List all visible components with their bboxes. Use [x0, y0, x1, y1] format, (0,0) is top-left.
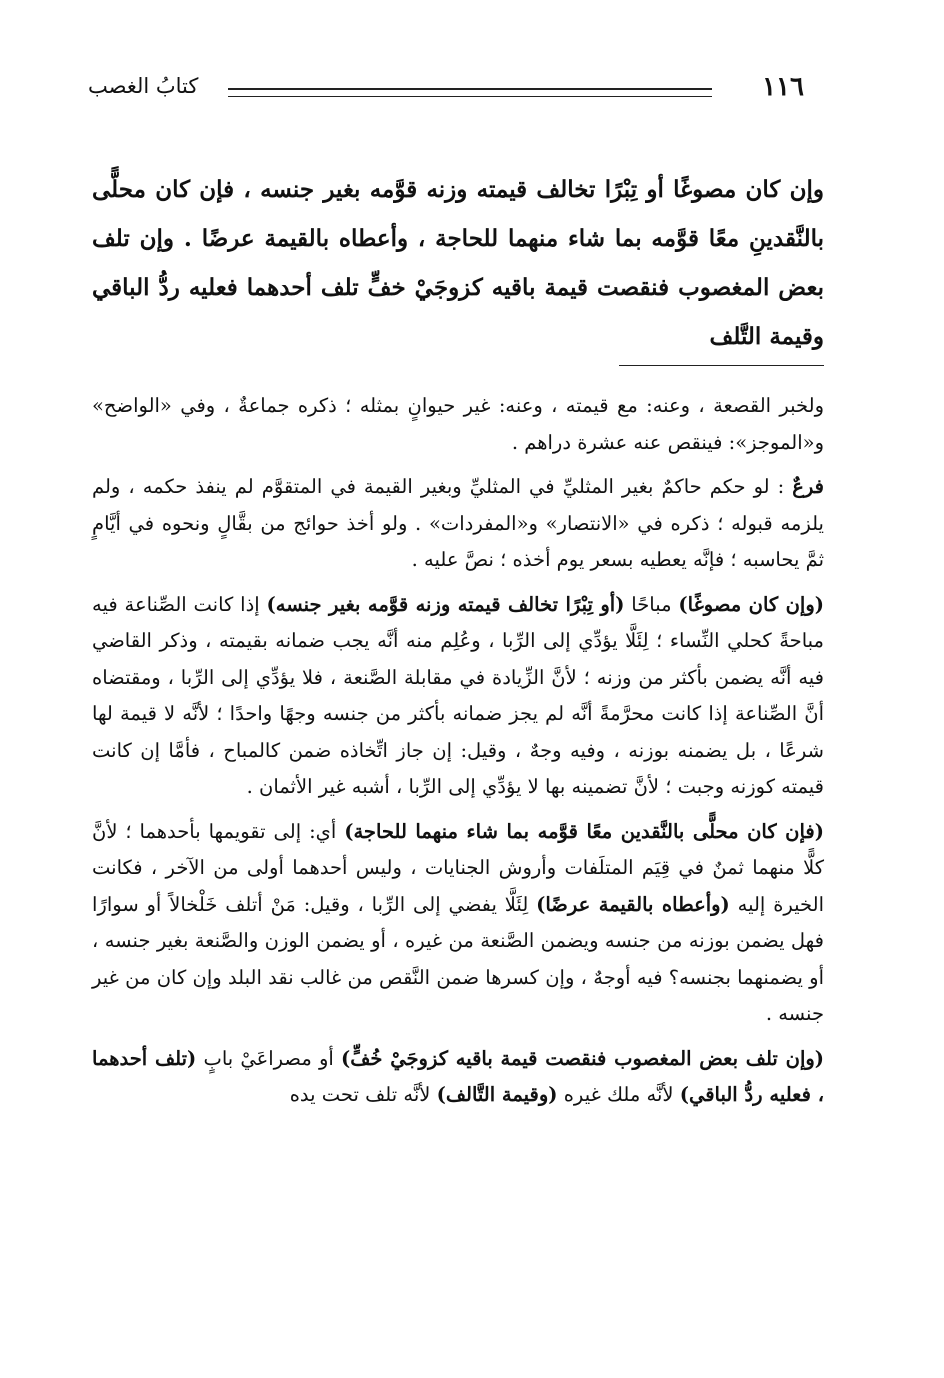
running-title: كتابُ الغصب — [88, 74, 199, 98]
header-rule — [228, 88, 712, 97]
quoted-matn: (وإن كان مصوغًا) — [678, 592, 824, 616]
main-text: وإن كان مصوغًا أو تِبْرًا تخالف قيمته وزنه قوَّمه بغير جنسه ، فإن كان محلًّى بالنَّقدينِ معًا قوَّمه بما شاء منهما للحاجة ، وأعطاه بالقيمة عرضًا . وإن تلف بعض المغصوب فنقصت قيمة باقيه كزوجَيْ خفٍّ تلف أحدهما فعليه ردُّ الباقي وقيمة التَّلف — [92, 176, 824, 350]
commentary-paragraph-5 — [92, 1041, 824, 1114]
footnote-separator — [619, 365, 824, 366]
paragraph-text: مباحًا — [624, 592, 679, 616]
heading-far: فرعٌ — [792, 475, 824, 498]
paragraph-text: إذا كانت الصِّناعة فيه مباحةً كحلي النِّساء ؛ لِئَلَّا يؤدِّي إلى الرِّبا ، وعُلِم منه أنَّه يجب ضمانه بقيمته ، وذكر القاضي فيه أنَّه يضمن بأكثر من وزنه ؛ لأنَّ الزِّيادة في مقابلة الصَّنعة ، فلا يؤدِّي إلى الرِّبا ، ومقتضاه أنَّ الصِّناعة إذا كانت محرَّمةً أنَّه لم يجز ضمانه بأكثر من جنسه وجهًا واحدًا ؛ لأنَّه لا قيمة لها شرعًا ، بل يضمنه بوزنه ، وفيه وجهٌ ، وقيل: إن جاز اتِّخاذه ضمن كالمباح ، فأمَّا إن كانت قيمته كوزنه وجبت ؛ لأنَّ تضمينه بها لا يؤدِّي إلى الرِّبا ، أشبه غير الأثمان . — [92, 592, 824, 798]
paragraph-text: : لو حكم حاكمٌ بغير المثليِّ في المثليِّ وبغير القيمة في المتقوَّم لم ينفذ حكمه ، ولم يلزمه قبوله ؛ ذكره في «الانتصار» و«المفردات» . ولو أخذ حوائج من بقَّالٍ ونحوه في أيَّامٍ ثمَّ يحاسبه ؛ فإنَّه يعطيه بسعر يوم أخذه ؛ نصَّ عليه . — [92, 475, 824, 571]
quoted-matn: (فإن كان محلًّى بالنَّقدين معًا قوَّمه بما شاء منهما للحاجة) — [344, 819, 824, 843]
paragraph-text: أي: إلى تقويمها بأحدهما ؛ لأنَّ كلًّا منهما ثمنٌ في قِيَم المتلَفات وأروش الجنايات ، وليس أحدهما أولى من الآخر ، فكانت الخيرة إليه — [92, 819, 824, 916]
commentary-paragraph-3 — [92, 587, 824, 806]
paragraph-text: ولخبر القصعة ، وعنه: مع قيمته ، وعنه: غير حيوانٍ بمثله ؛ ذكره جماعةٌ ، وفي «الواضح» و«الموجز»: فينقص عنه عشرة دراهم . — [92, 394, 824, 454]
quoted-matn: (وقيمة التَّالف) — [436, 1083, 558, 1106]
paragraph-text: لأنَّه ملك غيره — [557, 1083, 680, 1106]
commentary-paragraph-2 — [92, 469, 824, 579]
commentary-paragraph-1 — [92, 388, 824, 461]
paragraph-text: لِئَلَّا يفضي إلى الرِّبا ، وقيل: مَنْ أتلف خَلْخالاً أو سوارًا فهل يضمن بوزنه من جنسه ويضمن الصَّنعة من غيره ، أو يضمن الوزن والصَّنعة بغير جنسه ، أو يضمنهما بجنسه؟ فيه أوجهٌ ، وإن كسرها ضمن النَّقص من غالب نقد البلد وإن كان من غير جنسه . — [92, 892, 824, 1025]
paragraph-text: لأنَّه تلف تحت يده — [289, 1083, 437, 1106]
quoted-matn: (تلف أحدهما ، فعليه ردُّ الباقي) — [92, 1046, 824, 1106]
page-number: ١١٦ — [762, 72, 804, 102]
quoted-matn: (وأعطاه بالقيمة عرضًا) — [536, 892, 730, 916]
quoted-matn: (وإن تلف بعض المغصوب فنقصت قيمة باقيه كزوجَيْ خُفٍّ) — [340, 1046, 824, 1070]
page-header — [88, 72, 804, 112]
commentary — [92, 388, 824, 1122]
quoted-matn: (أو تِبْرًا تخالف قيمته وزنه قوَّمه بغير جنسه) — [266, 592, 625, 616]
paragraph-text: أو مصراعَيْ بابٍ — [196, 1046, 341, 1070]
commentary-paragraph-4 — [92, 814, 824, 1033]
